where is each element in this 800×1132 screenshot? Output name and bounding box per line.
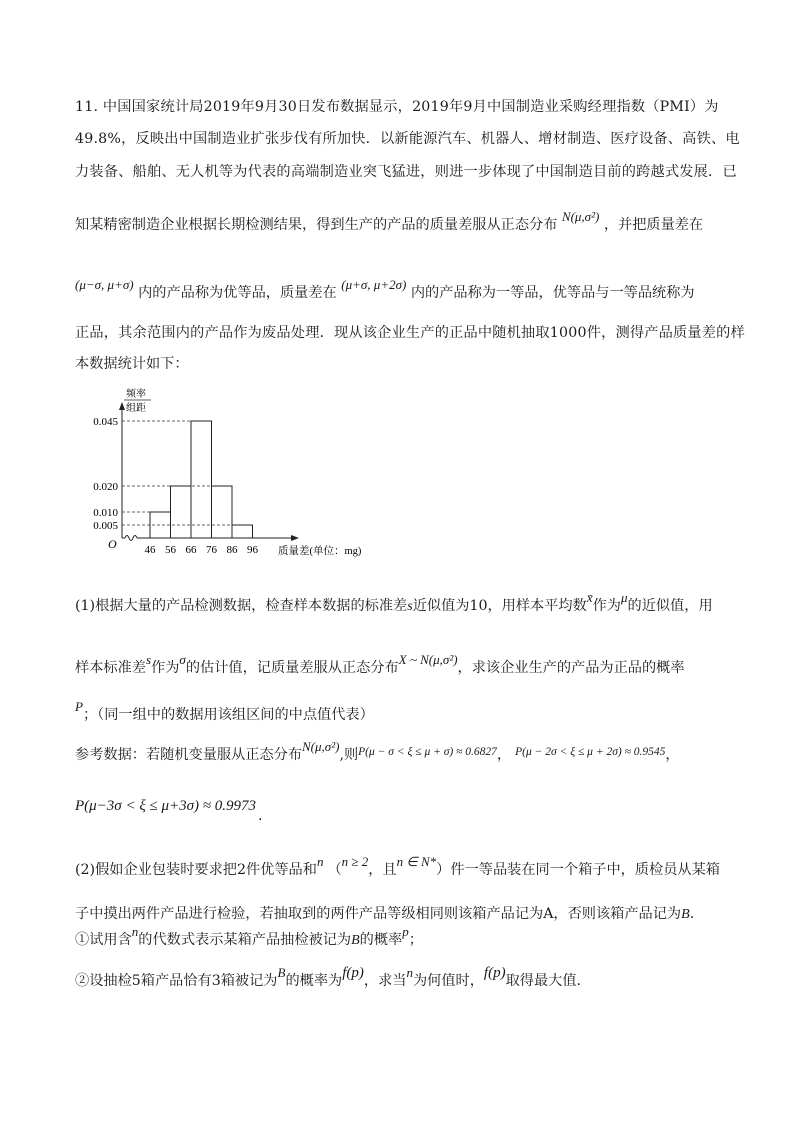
q1-text-b: 的代数式表示某箱产品抽检被记为 [138,932,352,948]
part2-text-2-end: . [689,906,695,922]
sigma-symbol: σ [179,652,186,667]
q2-text-c: ，求当 [363,973,407,989]
axis-break [125,536,137,541]
origin-label: O [108,537,117,551]
q2-text-a: ②设抽检5箱产品恰有3箱被记为 [75,973,278,989]
histogram-bar-66-76 [191,421,212,538]
x-tick-label: 56 [165,544,176,556]
q1-text-c: 的概率 [359,932,403,948]
problem-line-3 [75,162,737,182]
q2-f-p: f(p) [342,965,364,981]
histogram-bar-86-96 [232,525,253,538]
q1-n-symbol: n [131,924,139,939]
paren-close: ） [436,862,451,878]
part2-text-1b: 件一等品装在同一个箱子中，质检员从某箱 [450,862,720,878]
problem-line-6 [75,323,745,343]
reference-then: ,则 [339,747,359,763]
x-tick-label: 46 [144,544,156,556]
q1-B-symbol: B [351,933,360,948]
chart-bars [150,421,253,538]
problem-text-4b: ，并把质量差在 [603,217,704,233]
prob-P-symbol: P [75,699,83,714]
part2-line-1 [75,854,720,880]
reference-label: 参考数据：若随机变量服从正态分布 [75,747,303,763]
q2-B-symbol: B [277,965,286,980]
q1-text-a: ①试用含 [75,932,132,948]
problem-text-4a: 知某精密制造企业根据长期检测结果，得到生产的产品的质量差服从正态分布 [75,217,558,233]
paren-open: （ [327,862,342,878]
part2-line-2 [75,904,694,925]
chart-y-ticks [93,416,118,532]
problem-text-6: 正品，其余范围内的产品作为废品处理．现从该企业生产的正品中随机抽取1000件，测得产品质量差的样 [75,325,745,341]
x-tick-label: 86 [226,544,238,556]
y-tick-label: 0.020 [93,481,118,493]
reference-separator: ， [496,747,512,763]
part1-text-1d: 的近似值，用 [627,598,713,614]
y-tick-label: 0.045 [93,416,118,428]
problem-text-2: 49.8%，反映出中国制造业扩张步伐有所加快．以新能源汽车、机器人、增材制造、医疗设备、高铁、电 [75,131,740,147]
reference-prob-2: P(μ − 2σ < ξ ≤ μ + 2σ) ≈ 0.9545 [515,746,666,758]
problem-line-2 [75,129,740,149]
reference-separator-2: ， [665,747,680,763]
reference-prob-1: P(μ − σ < ξ ≤ μ + σ) ≈ 0.6827 [358,746,497,758]
part1-text-2d: ，求该企业生产的产品为正品的概率 [457,660,685,676]
part1-line-3 [75,699,374,725]
q2-text-e: 取得最大值. [505,973,582,989]
ylabel-bottom: 组距 [126,403,146,414]
problem-text-1: 中国国家统计局2019年9月30日发布数据显示，2019年9月中国制造业采购经理指数（PMI）为 [102,99,719,115]
B-symbol: B [681,907,690,922]
x-tick-label: 76 [206,544,217,556]
problem-number: 11. [75,99,99,115]
part1-text-3: ；（同一组中的数据用该组区间的中点值代表） [82,707,374,723]
part1-reference-line [75,739,680,766]
x-distribution-formula: X ~ N(μ,σ²) [398,652,458,667]
q2-text-d: 为何值时， [412,973,484,989]
std-symbol-2: s [145,652,152,667]
part1-text-2a: 样本标准差 [75,660,146,676]
part1-text-1a: (1)根据大量的产品检测数据，检查样本数据的标准差 [75,598,408,614]
chart-gridlines [122,421,253,525]
q2-n-symbol: n [406,965,413,980]
condition-n-ge-2: n ≥ 2 [341,854,369,869]
reference-prob-3: P(μ−3σ < ξ ≤ μ+3σ) ≈ 0.9973 [75,798,257,814]
part2-and: ，且 [368,862,397,878]
sample-mean-symbol: x̄ [586,590,593,605]
problem-line-4 [75,209,704,235]
reference-end: . [258,808,263,824]
problem-text-5a: 内的产品称为优等品，质量差在 [138,285,337,301]
problem-line-7 [75,354,189,374]
y-tick-label: 0.010 [93,507,118,519]
std-symbol: s [407,599,413,614]
problem-text-3: 力装备、船舶、无人机等为代表的高端制造业突飞猛进，则进一步体现了中国制造目前的跨越式发展．已 [75,164,737,180]
n-symbol: n [316,854,324,869]
x-tick-label: 96 [247,544,258,556]
part1-text-2c: 的估计值，记质量差服从正态分布 [185,660,399,676]
reference-normal-formula: N(μ,σ²) [302,739,340,754]
condition-n-natural: n ∈ N* [396,854,437,869]
part1-text-1b: 近似值为10，用样本平均数 [412,598,587,614]
normal-dist-formula: N(μ,σ²) [561,209,600,224]
part1-line-1 [75,590,713,617]
x-tick-label: 66 [185,544,197,556]
histogram-bar-56-66 [171,486,192,538]
part2-question-1 [75,924,423,951]
problem-text-7: 本数据统计如下： [75,356,189,372]
part1-text-1c: 作为 [592,598,621,614]
problem-text-5b: 内的产品称为一等品，优等品与一等品统称为 [410,285,695,301]
q1-text-d: ； [408,932,423,948]
part2-question-2 [75,965,582,991]
xlabel: 质量差(单位：mg) [278,546,362,557]
part2-text-2a: 子中摸出两件产品进行检验，若抽取到的两件产品等级相同则该箱产品记为A，否则该箱产品记为 [75,906,682,922]
chart-x-ticks [145,544,259,556]
part1-text-2b: 作为 [151,660,180,676]
interval-first-class: (μ+σ, μ+2σ) [341,277,407,292]
part1-reference-line-2 [75,796,263,824]
histogram-chart [75,388,375,568]
q2-f-p-2: f(p) [483,965,506,981]
problem-line-1 [75,97,719,117]
problem-line-5 [75,277,695,303]
mu-symbol: μ [620,590,628,605]
q2-text-b: 的概率为 [285,973,343,989]
interval-superior: (μ−σ, μ+σ) [75,277,134,292]
ylabel-top: 频率 [126,389,146,400]
y-tick-label: 0.005 [93,520,118,532]
q1-p-symbol: p [402,924,409,939]
histogram-bar-76-86 [212,486,233,538]
chart-axes [108,388,362,557]
part2-text-1a: (2)假如企业包装时要求把2件优等品和 [75,862,317,878]
x-axis-arrow [291,535,299,541]
y-axis-arrow [119,402,125,410]
part1-line-2 [75,652,685,678]
